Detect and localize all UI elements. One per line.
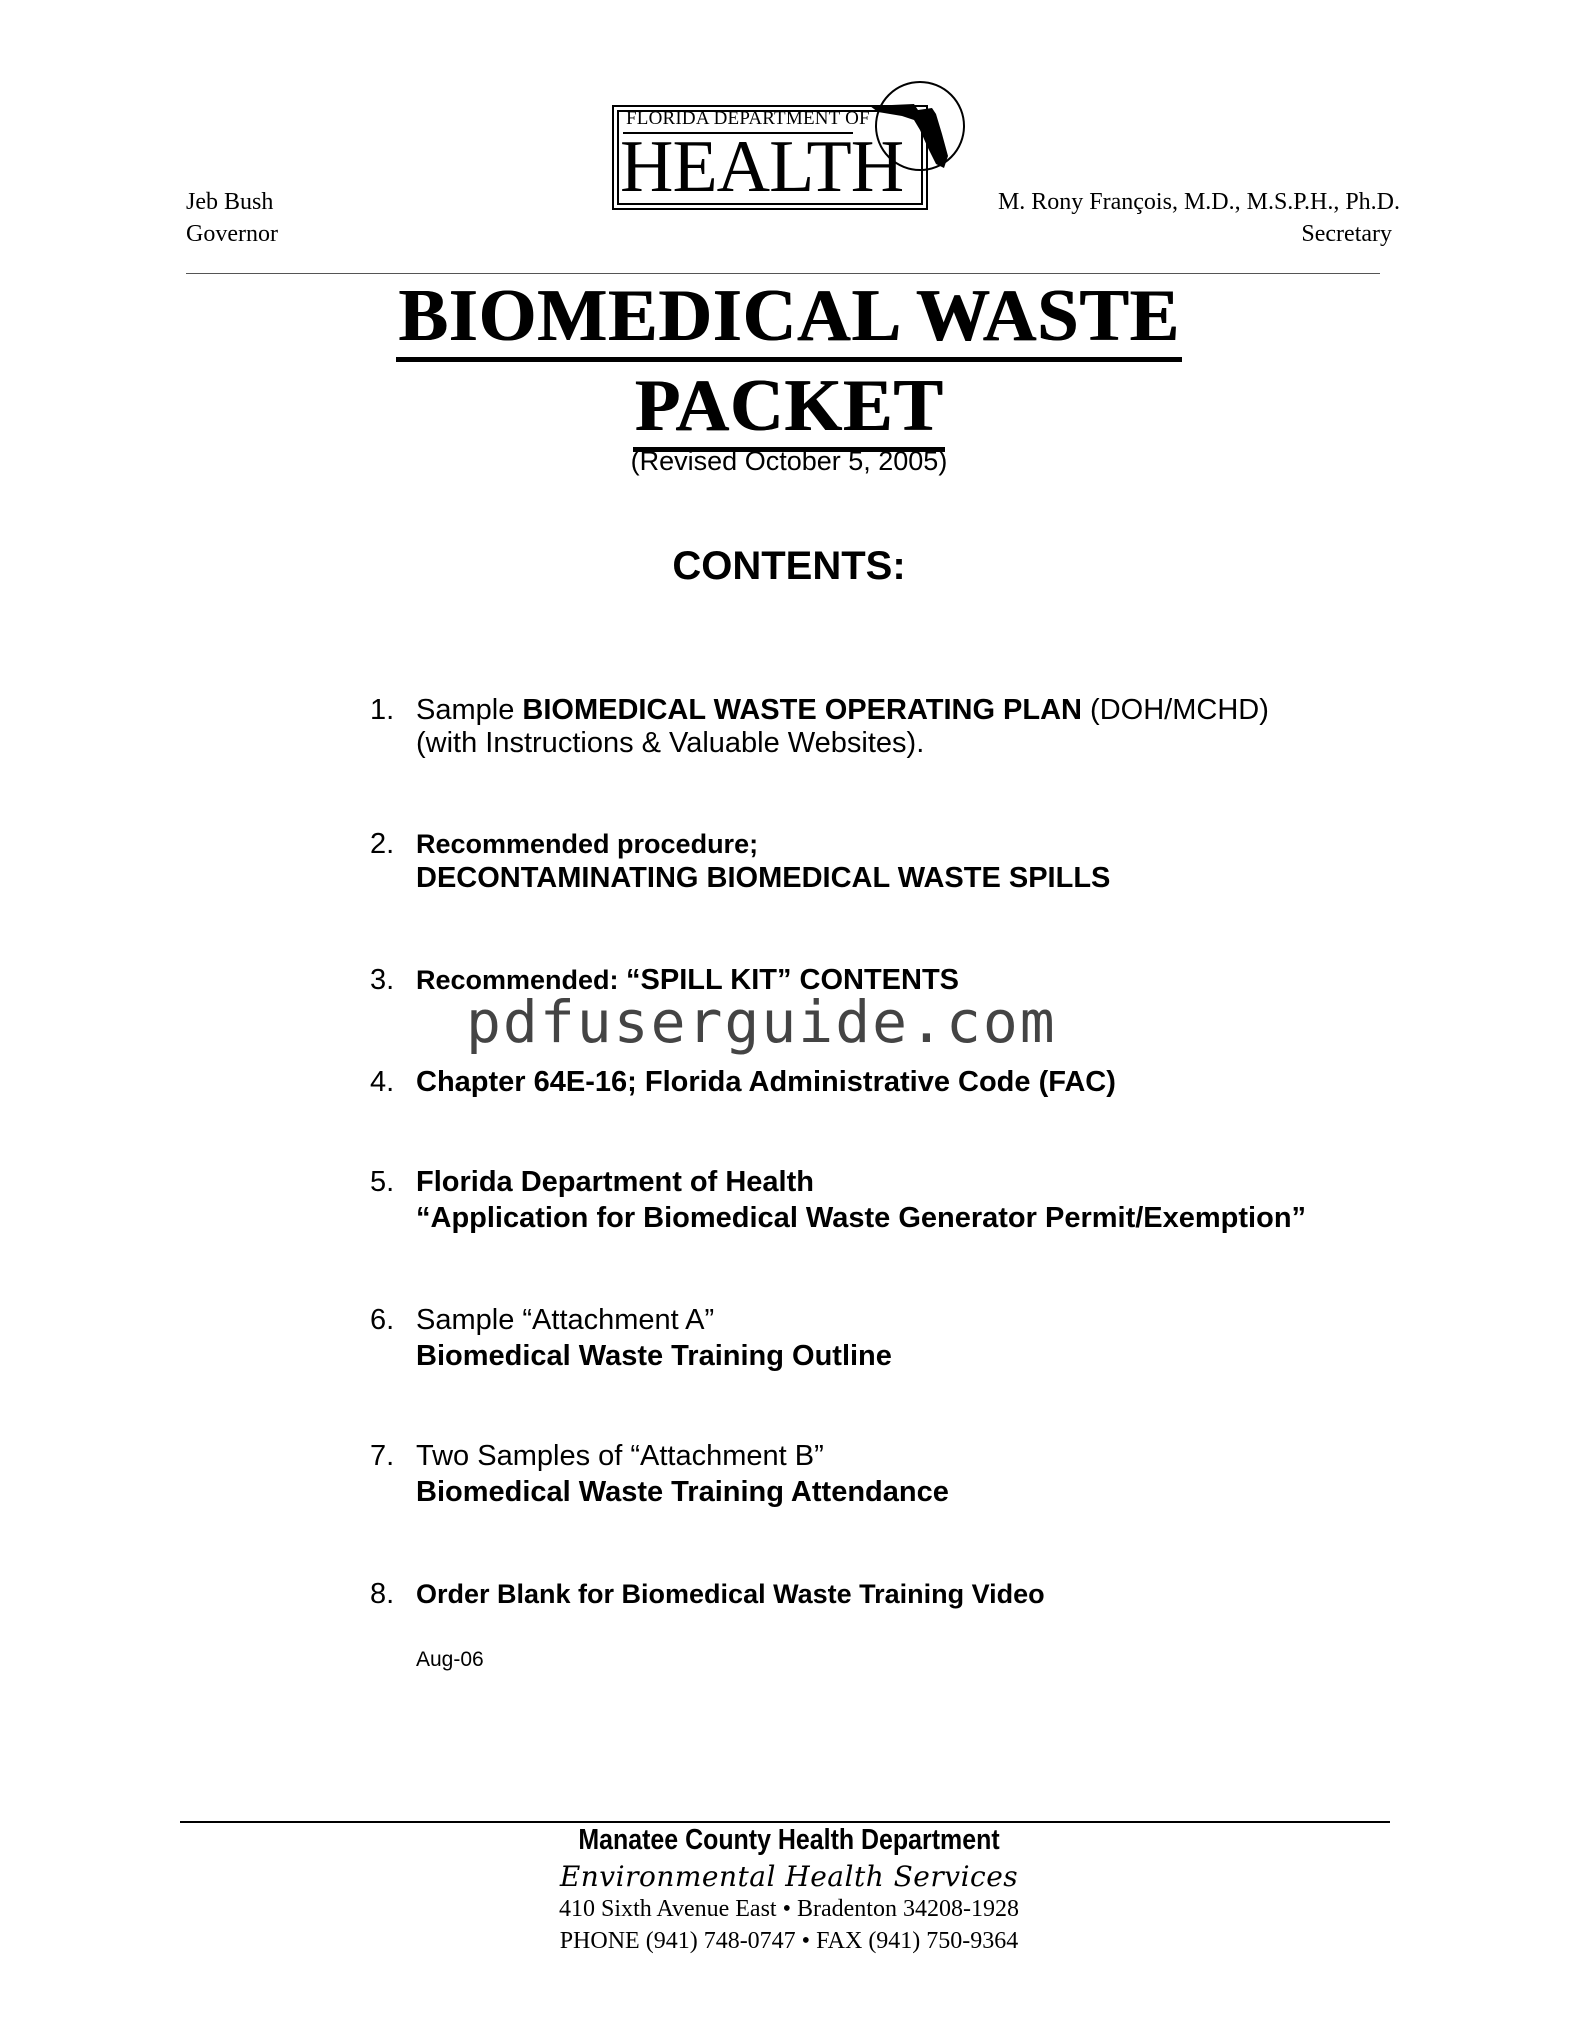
florida-sun-icon (848, 74, 972, 184)
item-subtext: DECONTAMINATING BIOMEDICAL WASTE SPILLS (416, 862, 1111, 894)
item-subtext: Biomedical Waste Training Attendance (416, 1476, 949, 1508)
footer-address: 410 Sixth Avenue East • Bradenton 34208-1928 (559, 1896, 1019, 1922)
date-code: Aug-06 (416, 1648, 484, 1671)
list-number: 7. (370, 1440, 395, 1472)
list-number: 1. (370, 694, 395, 726)
list-number: 5. (370, 1166, 395, 1198)
watermark: pdfuserguide.com (466, 988, 1057, 1056)
item-text: Sample (416, 694, 523, 726)
logo-bottom-text: HEALTH (620, 126, 904, 208)
revision-date: (Revised October 5, 2005) (630, 446, 948, 476)
governor-name: Jeb Bush (186, 189, 274, 215)
list-number: 6. (370, 1304, 395, 1336)
list-number: 3. (370, 964, 395, 996)
title-line2-text: PACKET (633, 365, 946, 452)
item-subtext: “Application for Biomedical Waste Generator Permit/Exemption” (416, 1202, 1307, 1234)
item-text: Sample “Attachment A” (416, 1304, 715, 1336)
list-number: 4. (370, 1066, 395, 1098)
florida-doh-logo (612, 74, 972, 212)
document-title-line2 (0, 366, 1578, 446)
governor-block (186, 186, 278, 250)
item-text: Chapter 64E-16; Florida Administrative Code (FAC) (416, 1066, 1116, 1098)
footer-divider (180, 1821, 1390, 1823)
logo-top-text: FLORIDA DEPARTMENT OF (626, 108, 870, 129)
footer-division: Environmental Health Services (559, 1860, 1019, 1893)
item-text: Florida Department of Health (416, 1166, 814, 1198)
item-subtext: (with Instructions & Valuable Websites). (416, 727, 925, 759)
secretary-title: Secretary (1301, 221, 1392, 247)
secretary-block (998, 186, 1400, 250)
footer-department: Manatee County Health Department (578, 1824, 1000, 1856)
secretary-name: M. Rony François, M.D., M.S.P.H., Ph.D. (997, 189, 1400, 215)
item-subtext: Biomedical Waste Training Outline (416, 1340, 892, 1372)
item-text: Recommended: (416, 965, 627, 995)
item-text-bold: “SPILL KIT” CONTENTS (626, 964, 960, 996)
item-text: Two Samples of “Attachment B” (416, 1440, 824, 1472)
list-number: 8. (370, 1578, 395, 1610)
item-text-bold: BIOMEDICAL WASTE OPERATING PLAN (522, 694, 1082, 726)
footer-phone: PHONE (941) 748-0747 • FAX (941) 750-9364 (559, 1928, 1019, 1954)
contents-heading: CONTENTS: (672, 544, 906, 588)
governor-title: Governor (186, 221, 278, 247)
item-text: Order Blank for Biomedical Waste Training Video (416, 1579, 1045, 1609)
title-line1-text: BIOMEDICAL WASTE (396, 275, 1182, 362)
document-title-line1 (0, 276, 1578, 356)
list-number: 2. (370, 828, 395, 860)
header-divider (186, 273, 1380, 274)
item-text: Recommended procedure; (416, 829, 759, 859)
item-text: (DOH/MCHD) (1082, 694, 1269, 726)
